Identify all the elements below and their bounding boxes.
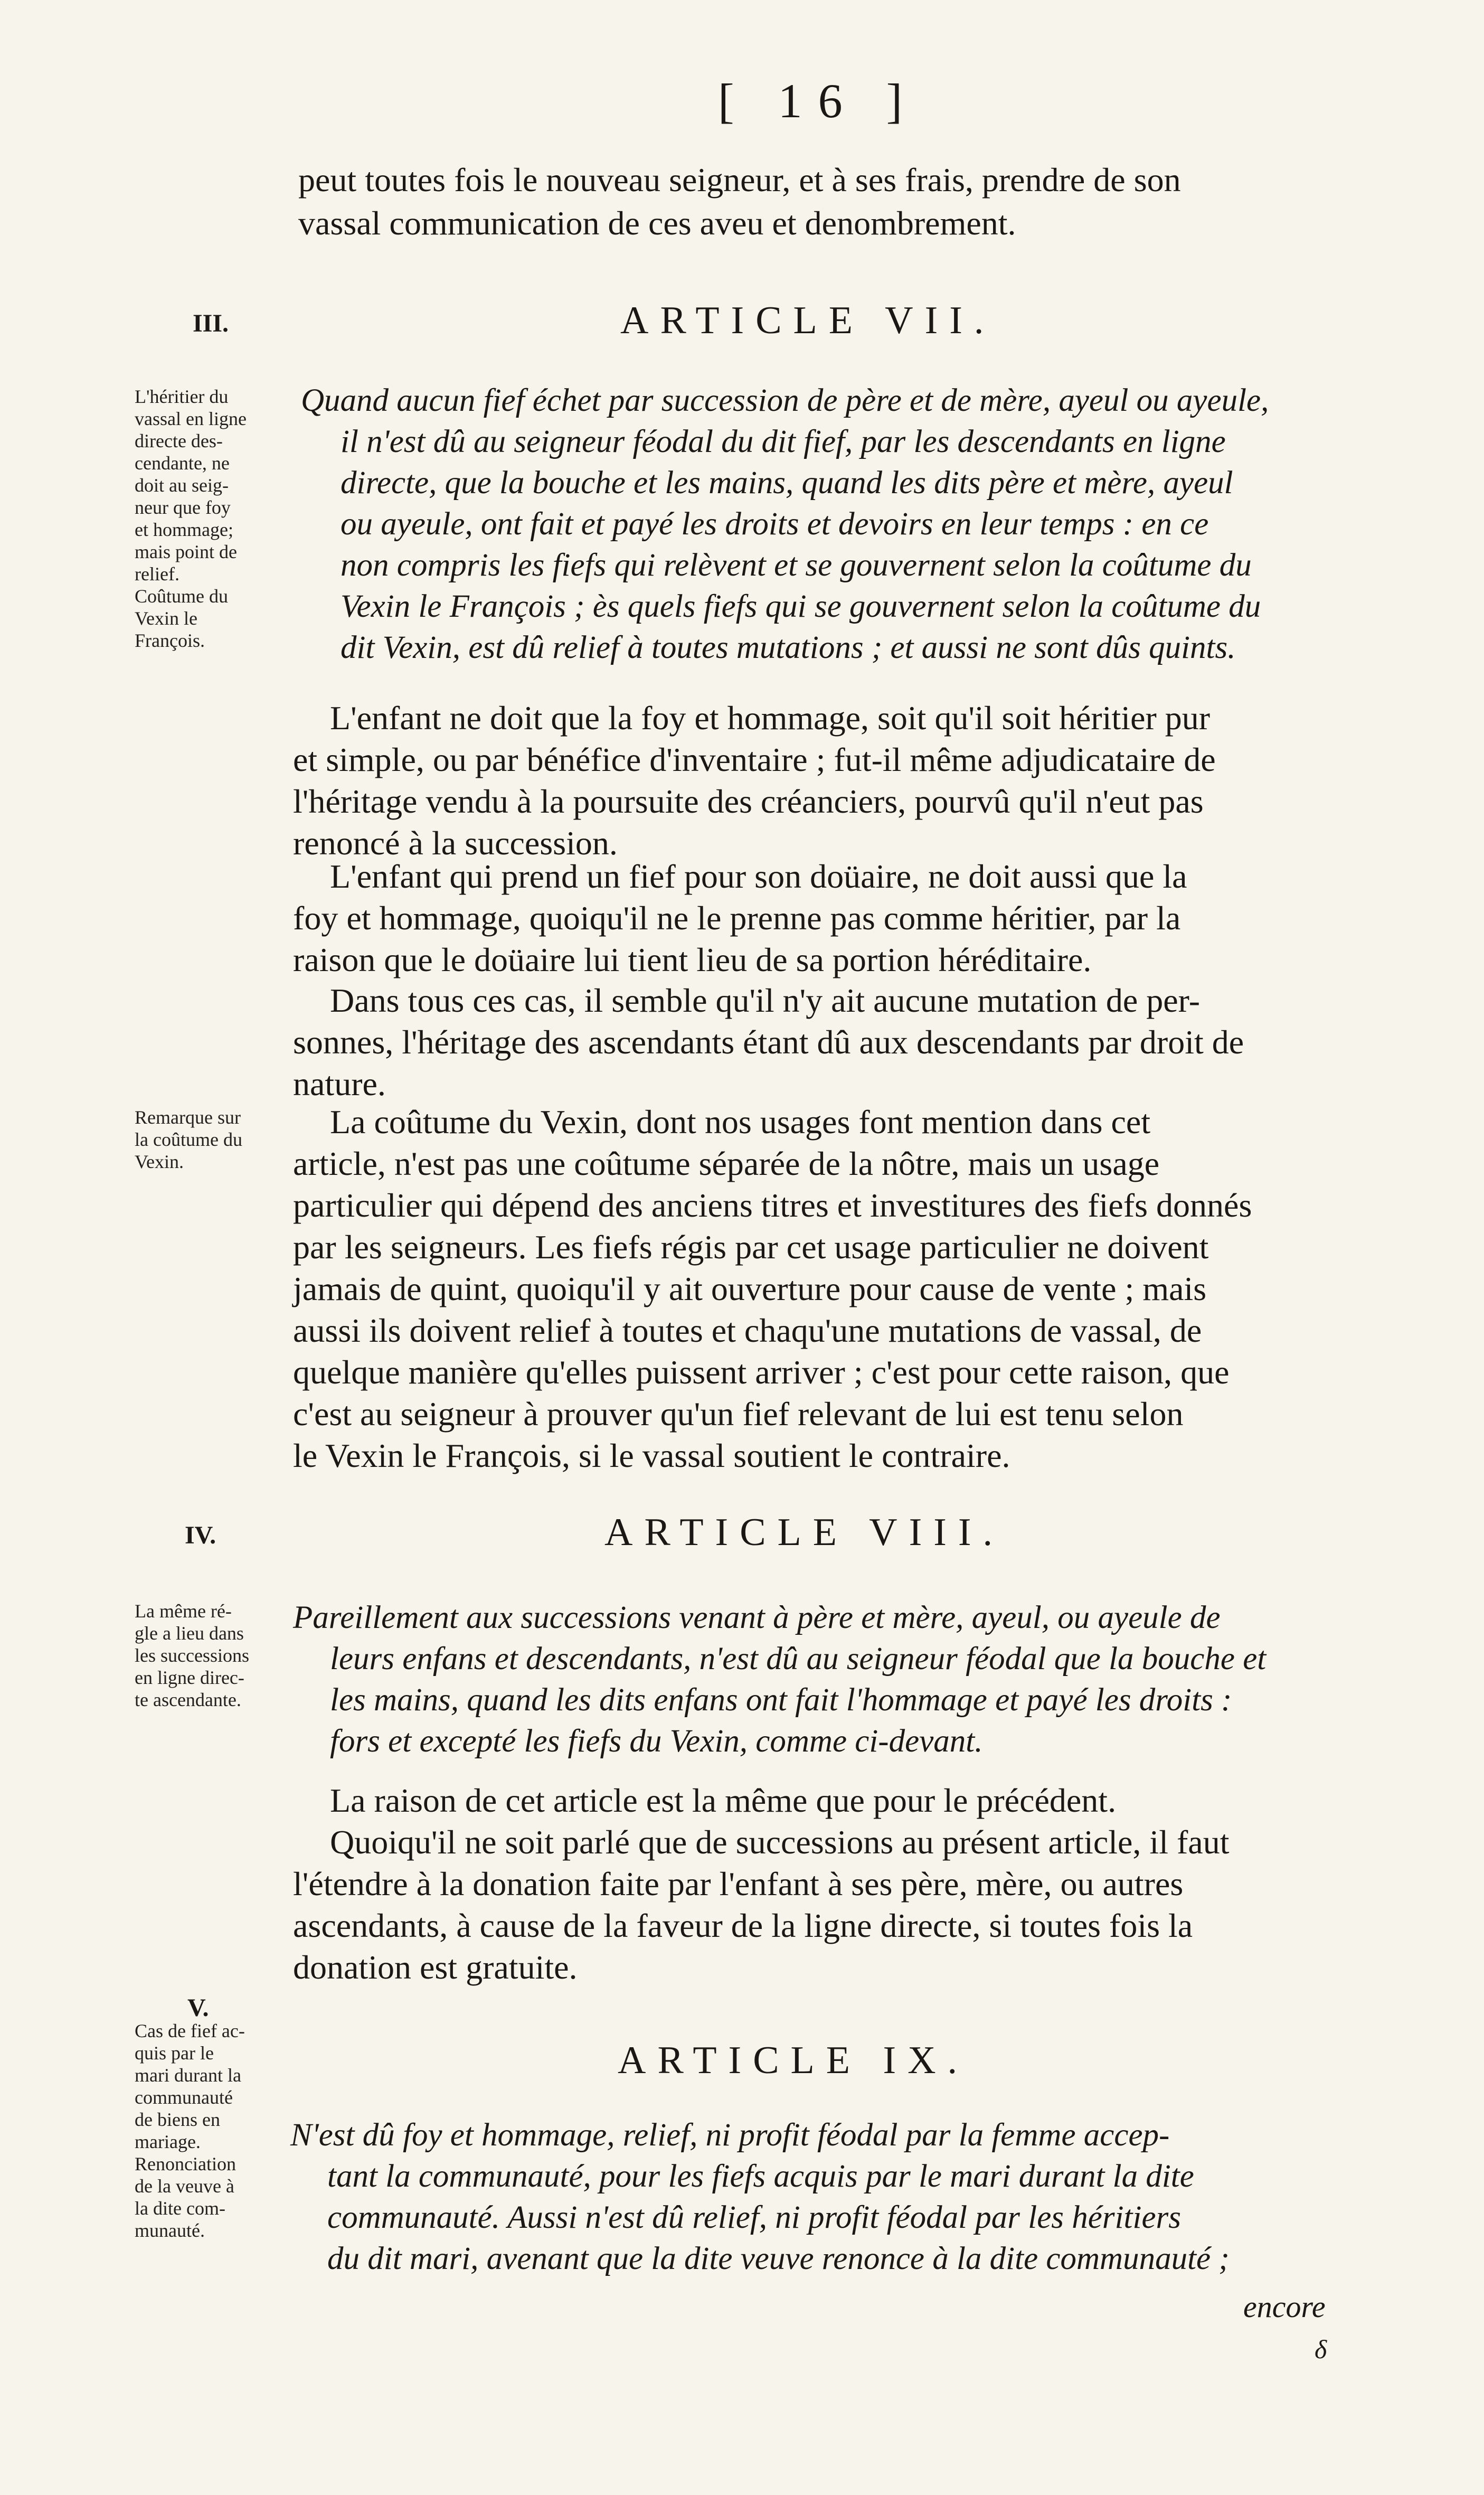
article-title: ARTICLE IX. xyxy=(618,2039,969,2082)
continuation-text xyxy=(298,158,1354,245)
paragraph: La raison de cet article est la même que pour le précédent. xyxy=(330,1782,1117,1819)
margin-note: Cas de fief ac- quis par le mari durant la communauté de biens en mariage. Renonciation de la veuve à la dite com- munauté. xyxy=(135,2020,245,2241)
paragraph: L'enfant ne doit que la foy et hommage, soit qu'il soit héritier pur et simple, ou par bénéfice d'inventaire ; fut-il même adjudicataire de l'héritage vendu à la poursuite des créanciers, pourvû qu'il n'eut pas renoncé à la succession. xyxy=(293,699,1216,862)
article-title: ARTICLE VII. xyxy=(620,299,996,342)
article-text: Pareillement aux successions venant à père et mère, ayeul, ou ayeule de leurs enfans et descendants, n'est dû au seigneur féodal que la bouche et les mains, quand les dits enfans ont fait l'hommage et payé les droits : fors et excepté les fiefs du Vexin, comme ci-devant. xyxy=(293,1600,1266,1759)
catchword: encore xyxy=(1243,2290,1326,2324)
page-number: [ 16 ] xyxy=(718,74,919,128)
paragraph: Quoiqu'il ne soit parlé que de successions au présent article, il faut l'étendre à la donation faite par l'enfant à ses père, mère, ou autres ascendants, à cause de la faveur de la ligne directe, si toutes fois la donation est gratuite. xyxy=(293,1823,1230,1986)
text-line: peut toutes fois le nouveau seigneur, et à ses frais, prendre de son xyxy=(298,161,1181,199)
margin-note: Remarque sur la coûtume du Vexin. xyxy=(135,1107,242,1172)
article-text: N'est dû foy et hommage, relief, ni profit féodal par la femme accep- tant la communauté, pour les fiefs acquis par le mari durant la dite communauté. Aussi n'est dû relief, ni profit féodal par les héritiers du dit mari, avenant que la dite veuve renonce à la dite communauté ; xyxy=(290,2117,1230,2276)
article-text: Quand aucun fief échet par succession de père et de mère, ayeul ou ayeule, il n'est dû au seigneur féodal du dit fief, par les descendants en ligne directe, que la bouche et les mains, quand les dits père et mère, ayeul ou ayeule, ont fait et payé les droits et devoirs en leur temps : en ce non compris les fiefs qui relèvent et se gouvernent selon la coûtume du Vexin le François ; ès quels fiefs qui se gouvernent selon la coûtume du dit Vexin, est dû relief à toutes mutations ; et aussi ne sont dûs quints. xyxy=(301,383,1269,665)
paragraph: La coûtume du Vexin, dont nos usages font mention dans cet article, n'est pas une coûtume séparée de la nôtre, mais un usage particulier qui dépend des anciens titres et investitures des fiefs donnés par les seigneurs. Les fiefs régis par cet usage particulier ne doivent jamais de quint, quoiqu'il y ait ouverture pour cause de vente ; mais aussi ils doivent relief à toutes et chaqu'une mutations de vassal, de quelque manière qu'elles puissent arriver ; c'est pour cette raison, que c'est au seigneur à prouver qu'un fief relevant de lui est tenu selon le Vexin le François, si le vassal soutient le contraire. xyxy=(293,1103,1252,1474)
signature-mark: δ xyxy=(1315,2334,1327,2364)
margin-note: L'héritier du vassal en ligne directe des- cendante, ne doit au seig- neur que foy et hommage; mais point de relief. Coûtume du Vexin le François. xyxy=(135,386,247,651)
text-line: vassal communication de ces aveu et denombrement. xyxy=(298,204,1016,242)
paragraph: L'enfant qui prend un fief pour son doüaire, ne doit aussi que la foy et hommage, quoiqu'il ne le prenne pas comme héritier, par la raison que le doüaire lui tient lieu de sa portion héréditaire. xyxy=(293,858,1187,978)
section-marker: IV. xyxy=(185,1521,216,1549)
article-title: ARTICLE VIII. xyxy=(604,1511,1004,1554)
paragraph: Dans tous ces cas, il semble qu'il n'y ait aucune mutation de per- sonnes, l'héritage des ascendants étant dû aux descendants par droit de nature. xyxy=(293,982,1244,1103)
section-marker: III. xyxy=(193,309,229,337)
margin-note: La même ré- gle a lieu dans les successions en ligne direc- te ascendante. xyxy=(135,1600,249,1710)
section-marker: V. xyxy=(187,1994,209,2022)
